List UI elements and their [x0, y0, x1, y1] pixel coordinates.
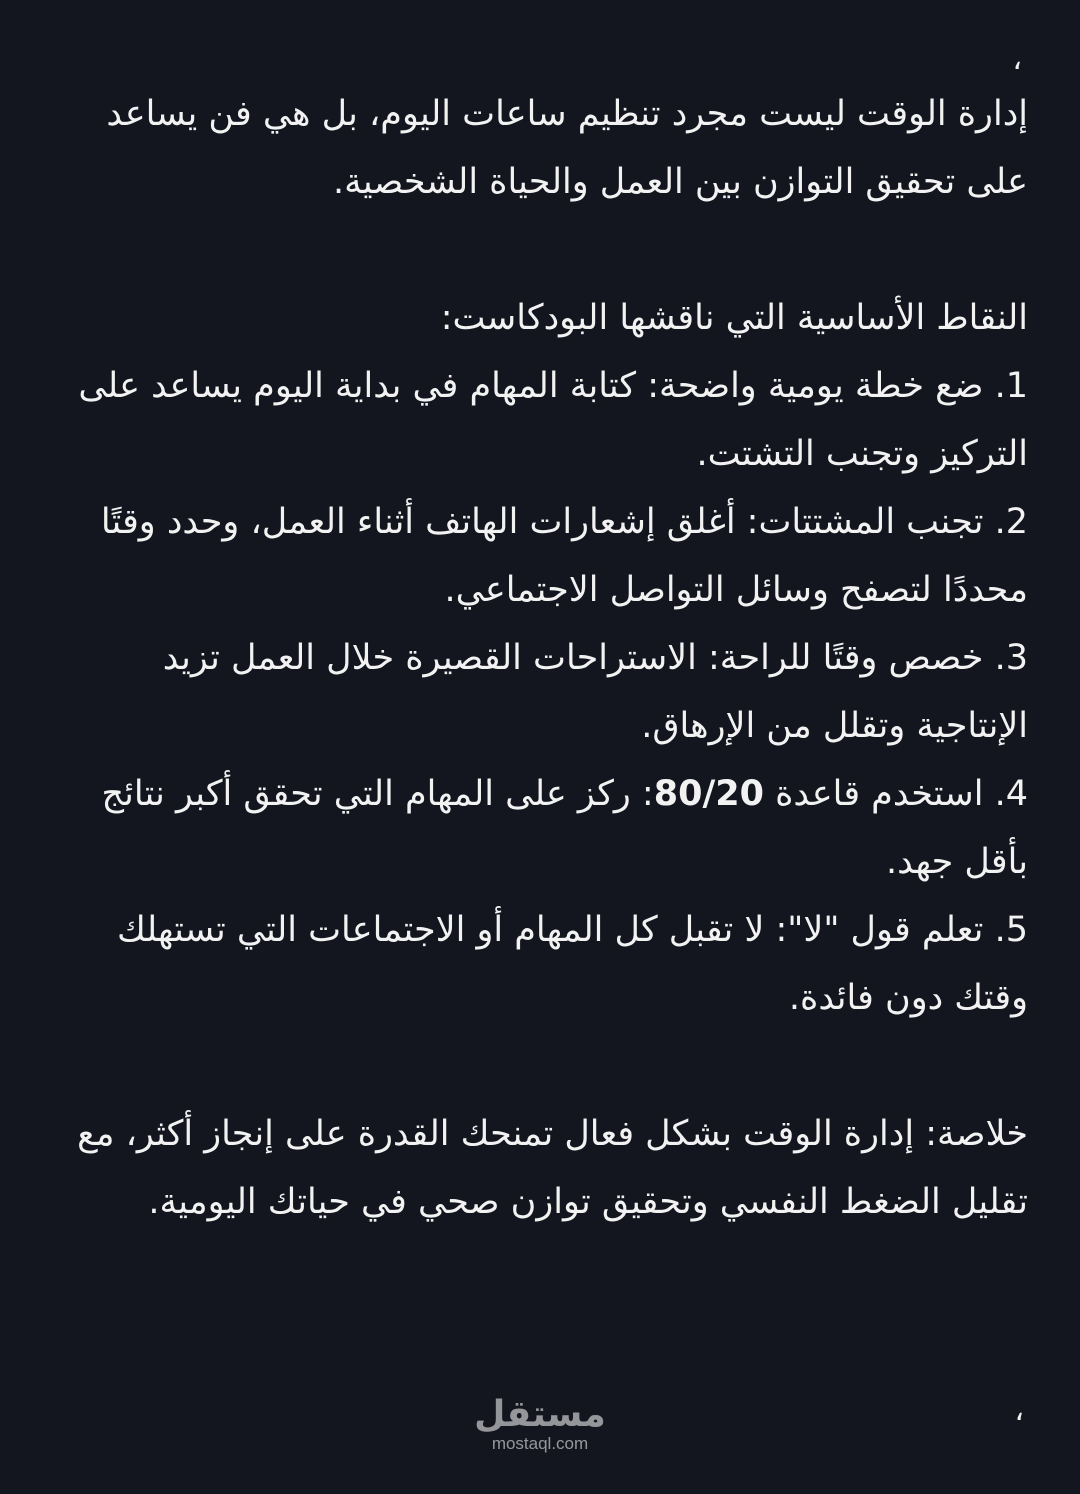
list-item [52, 624, 1028, 760]
list-item-text-after: : ركز على المهام التي تحقق أكبر نتائج بأقل جهد. [101, 774, 1028, 882]
list-item-text: تعلم قول "لا": لا تقبل كل المهام أو الاجتماعات التي تستهلك وقتك دون فائدة. [116, 910, 1028, 1018]
list-item-text: تجنب المشتتات: أغلق إشعارات الهاتف أثناء العمل، وحدد وقتًا محددًا لتصفح وسائل التواصل الاجتماعي. [100, 502, 1028, 610]
watermark-brand-url: mostaql.com [491, 1434, 589, 1453]
document-body [52, 40, 1028, 1236]
list-item [52, 488, 1028, 624]
closing-mark: ، [1014, 1393, 1024, 1428]
list-item-number: 1. [994, 366, 1028, 406]
list-item [52, 760, 1028, 896]
list-item [52, 352, 1028, 488]
points-heading: النقاط الأساسية التي ناقشها البودكاست: [440, 298, 1028, 338]
list-item-number: 4. [994, 774, 1028, 814]
paragraph-gap [52, 216, 1028, 284]
conclusion-paragraph: خلاصة: إدارة الوقت بشكل فعال تمنحك القدرة على إنجاز أكثر، مع تقليل الضغط النفسي وتحقيق توازن صحي في حياتك اليومية. [77, 1114, 1028, 1222]
watermark-brand-arabic: مستقل [474, 1394, 606, 1435]
intro-paragraph: إدارة الوقت ليست مجرد تنظيم ساعات اليوم، بل هي فن يساعد على تحقيق التوازن بين العمل والحياة الشخصية. [106, 94, 1028, 202]
mostaql-watermark [470, 1396, 610, 1454]
list-item-text: ضع خطة يومية واضحة: كتابة المهام في بداية اليوم يساعد على التركيز وتجنب التشتت. [78, 366, 1028, 474]
list-item-text: خصص وقتًا للراحة: الاستراحات القصيرة خلال العمل تزيد الإنتاجية وتقلل من الإرهاق. [162, 638, 1028, 746]
opening-mark: ، [1012, 42, 1022, 77]
list-item-text-before: استخدم قاعدة [763, 774, 984, 814]
rule-ratio: 80/20 [653, 774, 764, 814]
list-item-number: 3. [994, 638, 1028, 678]
list-item-number: 5. [994, 910, 1028, 950]
list-item-number: 2. [994, 502, 1028, 542]
list-item [52, 896, 1028, 1032]
paragraph-gap [52, 1032, 1028, 1100]
